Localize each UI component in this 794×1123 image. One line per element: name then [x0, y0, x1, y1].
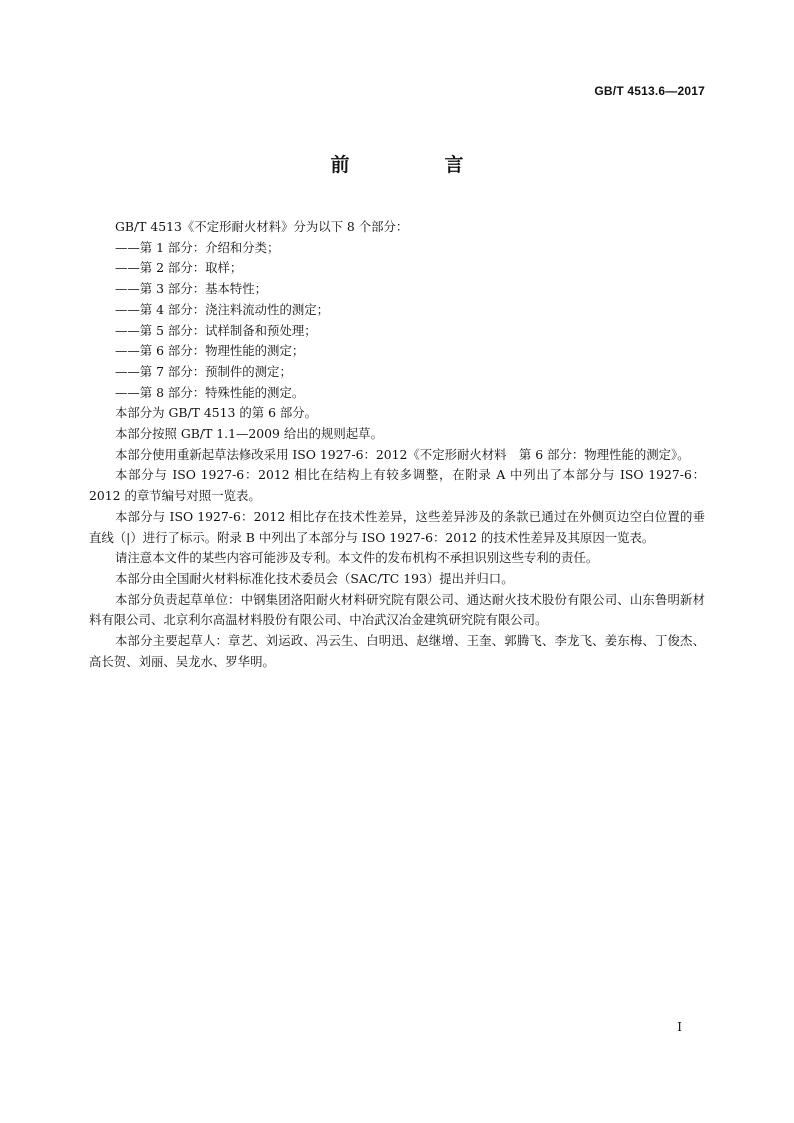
list-item-part-5: ——第 5 部分：试样制备和预处理； [115, 322, 317, 338]
list-item-part-2: ——第 2 部分：取样； [115, 260, 243, 276]
list-item-part-3: ——第 3 部分：基本特性； [115, 281, 268, 297]
paragraph-drafting-units: 本部分负责起草单位：中钢集团洛阳耐火材料研究院有限公司、通达耐火技术股份有限公司、山东鲁明新材料有限公司、北京利尔高温材料股份有限公司、中冶武汉冶金建筑研究院有限公司。 [89, 591, 705, 628]
paragraph-drafters: 本部分主要起草人：章艺、刘运政、冯云生、白明迅、赵继增、王奎、郭腾飞、李龙飞、姜东梅、丁俊杰、高长贺、刘丽、吴龙水、罗华明。 [89, 633, 705, 669]
list-item-part-1: ——第 1 部分：介绍和分类； [115, 239, 280, 255]
list-item-part-7: ——第 7 部分：预制件的测定； [115, 363, 292, 379]
standard-code-header: GB/T 4513.6—2017 [594, 84, 705, 98]
page-number: I [677, 1020, 682, 1034]
paragraph-patent-notice: 请注意本文件的某些内容可能涉及专利。本文件的发布机构不承担识别这些专利的责任。 [115, 550, 599, 566]
list-item-part-6: ——第 6 部分：物理性能的测定； [115, 343, 305, 359]
paragraph-drafting-rules: 本部分按照 GB/T 1.1—2009 给出的规则起草。 [115, 426, 383, 442]
paragraph-technical-differences: 本部分与 ISO 1927-6：2012 相比存在技术性差异，这些差异涉及的条款已通过在外侧页边空白位置的垂直线（|）进行了标示。附录 B 中列出了本部分与 ISO 1927-6：2012 的技术性差异及其原因一览表。 [89, 508, 705, 545]
paragraph-adoption: 本部分使用重新起草法修改采用 ISO 1927-6：2012《不定形耐火材料 第 6 部分：物理性能的测定》。 [115, 446, 690, 462]
paragraph-part-scope: 本部分为 GB/T 4513 的第 6 部分。 [115, 405, 318, 421]
page-title: 前 言 [330, 154, 502, 176]
paragraph-structure-changes: 本部分与 ISO 1927-6：2012 相比在结构上有较多调整，在附录 A 中列出了本部分与 ISO 1927-6：2012 的章节编号对照一览表。 [89, 467, 705, 504]
paragraph-intro: GB/T 4513《不定形耐火材料》分为以下 8 个部分： [115, 219, 409, 234]
list-item-part-4: ——第 4 部分：浇注料流动性的测定； [115, 301, 330, 317]
paragraph-proposer: 本部分由全国耐火材料标准化技术委员会（SAC/TC 193）提出并归口。 [115, 570, 514, 586]
foreword-body [89, 217, 705, 672]
list-item-part-8: ——第 8 部分：特殊性能的测定。 [115, 384, 305, 400]
